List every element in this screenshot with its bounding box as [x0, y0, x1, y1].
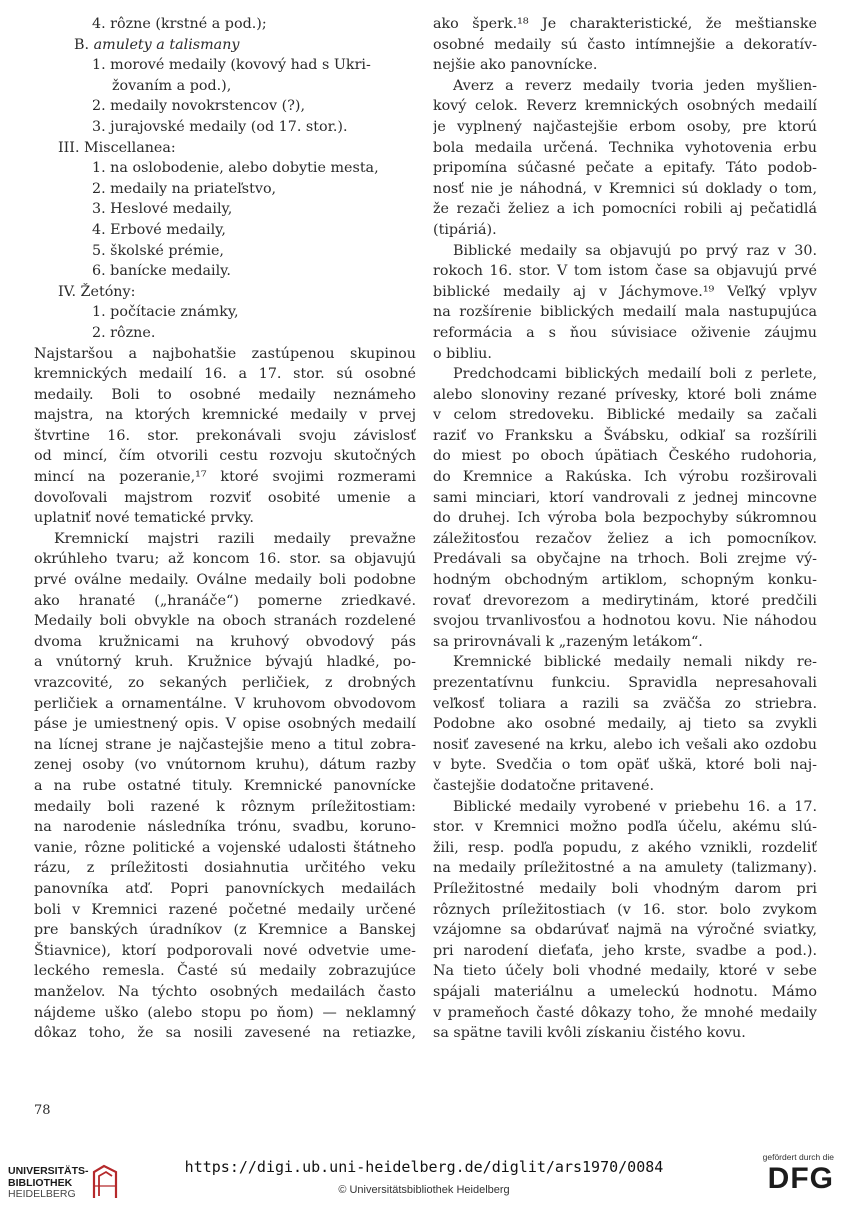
- text-line: biblické medaily aj v Jáchymove.¹⁹ Veľký vplyv: [433, 283, 817, 300]
- text-line: je vyplnený najčastejšie erbom osoby, pre ktorú: [433, 118, 817, 135]
- text-line: rôznych príležitostiach (v 16. stor. bolo zvykom: [433, 901, 817, 918]
- text-line: Na tieto účely boli vhodné medaily, ktoré v sebe: [433, 963, 817, 980]
- text-line: na rozšírenie biblických medailí mala nastupujúca: [433, 304, 817, 321]
- text-line: B. amulety a talismany: [74, 36, 240, 53]
- text-line: 6. banícke medaily.: [92, 263, 231, 280]
- library-name-line-2: BIBLIOTHEK: [8, 1176, 73, 1189]
- text-line: sami minciari, ktorí vandrovali z jednej mincovne: [433, 489, 817, 506]
- text-line: Biblické medaily sa objavujú po prvý raz v 30.: [453, 242, 817, 259]
- text-line: žovaním a pod.),: [112, 77, 232, 94]
- text-line: na lícnej strane je najčastejšie meno a titul zobra-: [34, 736, 416, 753]
- text-line: uplatniť nové tematické prvky.: [34, 510, 254, 527]
- text-line: o bibliu.: [433, 345, 492, 362]
- text-line: rovať drevorezom a medirytinám, ktoré predčili: [433, 592, 817, 609]
- text-line: sa prirovnávali k „razeným letákom“.: [433, 633, 703, 650]
- text-line: bola medaila určená. Technika vyhotovenia erbu: [433, 139, 817, 156]
- text-line: 2. medaily novokrstencov (?),: [92, 98, 305, 115]
- text-line: leckého remesla. Časté sú medaily zobrazujúce: [34, 963, 416, 980]
- text-line: (tipáriá).: [433, 221, 497, 238]
- text-line: reformácia a s ňou súvisiace oživenie záujmu: [433, 324, 817, 341]
- text-line: pri narodení dieťaťa, jeho krste, svadbe a pod.).: [433, 942, 817, 959]
- text-line: 2. rôzne.: [92, 324, 156, 341]
- text-line: do Kremnice a Rakúska. Ich výrobu rozširovali: [433, 469, 817, 486]
- text-line: prezentatívnu funkciu. Spravidla nepresahovali: [433, 675, 817, 691]
- copyright-notice: © Universitätsbibliothek Heidelberg: [338, 1184, 510, 1196]
- text-line: do miest po oboch úpätiach Českého rudohoria,: [433, 448, 817, 465]
- text-line: páse je umiestnený opis. V opise osobných medailí: [34, 716, 416, 733]
- text-line: nosť nie je náhodná, v Kremnici sú doklady o tom,: [433, 180, 817, 197]
- text-line: sa spätne tavili kvôli získaniu čistého kovu.: [433, 1025, 746, 1042]
- text-line: 4. Erbové medaily,: [92, 221, 226, 238]
- text-line: pre banských úradníkov (z Kremnice a Banskej: [34, 922, 416, 939]
- text-line: že rezači želiez a ich pomocníci robili aj pečatidlá: [433, 201, 817, 218]
- text-line: do druhej. Ich výroba bola bezpochyby súkromnou: [433, 510, 817, 527]
- text-line: panovníka atď. Popri panovníckych medailách: [34, 880, 416, 897]
- text-line: rokoch 16. stor. V tom istom čase sa objavujú prvé: [433, 263, 817, 280]
- text-line: veľkosť toliara a razili sa zväčša zo striebra.: [433, 695, 817, 712]
- text-line: zenej osoby (vo vnútornom kruhu), dátum razby: [34, 757, 416, 774]
- text-line: Kremnické biblické medaily nemali nikdy re-: [453, 654, 817, 671]
- text-line: dovoľovali majstrom rozviť osobité umenie a: [34, 489, 416, 506]
- text-line: kremnických medailí 16. a 17. stor. sú osobné: [34, 366, 416, 383]
- text-line: medaily boli razené k rôznym príležitostiam:: [34, 798, 416, 815]
- text-line: v byte. Svedčia o tom opäť uškä, ktoré boli naj-: [433, 757, 817, 774]
- text-line: stor. v Kremnici možno podľa účelu, akému slú-: [433, 819, 817, 836]
- text-line: mincí na pozeranie,¹⁷ ktoré svojimi rozmerami: [34, 469, 416, 486]
- text-line: na narodenie následníka trónu, svadbu, koruno-: [34, 819, 416, 836]
- text-line: štvrtine 16. stor. prekonávali svoju závislosť: [34, 427, 416, 444]
- text-line: záležitosťou rezačov želiez a ich pomocníkov.: [433, 530, 817, 547]
- text-line: spájali materiálnu a umeleckú hodnotu. Mámo: [433, 983, 817, 1000]
- text-line: Medaily boli obvykle na oboch stranách rozdelené: [34, 613, 416, 630]
- text-line: Biblické medaily vyrobené v priebehu 16. a 17.: [453, 798, 817, 815]
- text-line: 1. morové medaily (kovový had s Ukri-: [92, 57, 371, 74]
- text-line: raziť vo Franksku a Švábsku, odkiaľ sa rozšírili: [433, 427, 817, 444]
- text-line: svojou trvanlivosťou a hodnotou kovu. Nie náhodou: [433, 613, 817, 630]
- text-line: 3. Heslové medaily,: [92, 201, 233, 218]
- document-url-link[interactable]: https://digi.ub.uni-heidelberg.de/diglit/ars1970/0084: [184, 1158, 664, 1176]
- text-line: ako šperk.¹⁸ Je charakteristické, že meštianske: [433, 16, 817, 32]
- library-name-line-3: HEIDELBERG: [8, 1188, 76, 1200]
- text-line: 3. jurajovské medaily (od 17. stor.).: [92, 118, 348, 135]
- text-line: prvé oválne medaily. Oválne medaily boli podobne: [34, 572, 416, 589]
- dfg-sponsor-logo[interactable]: [750, 1152, 834, 1202]
- text-line: 5. školské prémie,: [92, 242, 224, 259]
- text-line: pripomína súčasné pečate a epitafy. Táto podob-: [433, 160, 817, 177]
- text-line: Príležitostné medaily boli vhodným darom pri: [433, 880, 817, 897]
- text-line: častejšie dodatočne pritavené.: [433, 777, 655, 794]
- text-line: a na rube ostatné tituly. Kremnické panovnícke: [34, 777, 416, 794]
- text-line: od mincí, čím otvorili cestu rozvoju skutočných: [34, 448, 416, 465]
- text-line: 1. počítacie známky,: [92, 304, 239, 321]
- footer-bar: [0, 1150, 848, 1207]
- text-line: nejšie ako panovnícke.: [433, 57, 598, 74]
- left-text-column: [34, 14, 416, 1044]
- text-line: Najstaršou a najbohatšie zastúpenou skupinou: [34, 345, 416, 362]
- text-line: a vnútorný kruh. Kružnice bývajú hladké, po-: [34, 654, 416, 671]
- text-line: hodným obchodným artiklom, schopným konku-: [433, 572, 817, 589]
- text-line: ako hranaté („hranáče“) pomerne zriedkavé.: [34, 592, 416, 609]
- dfg-logo-text: DFG: [767, 1162, 834, 1195]
- text-line: medaily. Boli to osobné medaily neznámeho: [34, 386, 416, 403]
- text-line: 1. na oslobodenie, alebo dobytie mesta,: [92, 160, 379, 177]
- text-line: Štiavnice), ktorí podporovali nové odvetvie ume-: [34, 942, 416, 959]
- text-line: dôkaz toho, že sa nosili zavesené na retiazke,: [34, 1025, 416, 1042]
- text-line: vrazcovité, zo sekaných perličiek, z drobných: [34, 675, 416, 691]
- text-line: perličiek a ornamentálne. V kruhovom obvodovom: [34, 695, 416, 712]
- text-line: Predávali sa obyčajne na trhoch. Boli zrejme vý-: [433, 551, 817, 568]
- text-line: alebo slonoviny rezané prívesky, ktoré boli známe: [433, 386, 817, 403]
- text-line: vzájomne sa obdarúvať najmä na výročné sviatky,: [433, 922, 817, 939]
- text-line: Kremnickí majstri razili medaily prevažne: [54, 530, 416, 547]
- text-line: osobné medaily sú často intímnejšie a dekoratív-: [433, 36, 817, 53]
- text-line: v celom stredoveku. Biblické medaily sa začali: [433, 407, 817, 424]
- text-line: boli v Kremnici razené početné medaily určené: [34, 901, 416, 918]
- text-line: dvoma kružnicami na kruhový obvodový pás: [34, 633, 416, 650]
- text-line: Podobne ako osobné medaily, aj tieto sa zvykli: [433, 716, 817, 733]
- sponsor-caption: gefördert durch die: [762, 1152, 834, 1162]
- text-line: 2. medaily na priateľstvo,: [92, 180, 277, 197]
- text-line: na medaily príležitostné a na amulety (talizmany).: [433, 860, 817, 877]
- text-line: nájdeme uško (alebo stopu po ňom) — neklamný: [34, 1004, 416, 1021]
- right-text-column: [433, 14, 817, 1044]
- text-line: majstra, na ktorých kremnické medaily v prvej: [34, 407, 416, 424]
- text-line: nosiť zavesené na krku, alebo ich vešali ako ozdobu: [433, 736, 817, 753]
- text-line: kový celok. Reverz kremnických osobných medailí: [433, 98, 817, 115]
- page-number: 78: [34, 1103, 51, 1118]
- text-line: okrúhleho tvaru; až koncom 16. stor. sa objavujú: [34, 551, 416, 568]
- text-line: žili, resp. podľa popudu, z akého vznikli, rozdeliť: [433, 839, 817, 856]
- text-line: IV. Žetóny:: [58, 283, 136, 300]
- library-name-line-1: UNIVERSITÄTS-: [8, 1165, 89, 1177]
- text-line: rázu, z príležitosti dosiahnutia určitého veku: [34, 860, 416, 877]
- text-line: Averz a reverz medaily tvoria jeden myšlien-: [453, 77, 817, 94]
- text-line: Predchodcami biblických medailí boli z perlete,: [453, 366, 817, 383]
- text-line: vanie, rôzne politické a vojenské udalosti štátneho: [34, 839, 416, 856]
- text-line: manželov. Na týchto osobných medailách často: [34, 983, 416, 1000]
- text-line: v prameňoch časté dôkazy toho, že mnohé medaily: [433, 1004, 817, 1021]
- text-line: III. Miscellanea:: [58, 139, 176, 156]
- text-line: 4. rôzne (krstné a pod.);: [92, 16, 267, 32]
